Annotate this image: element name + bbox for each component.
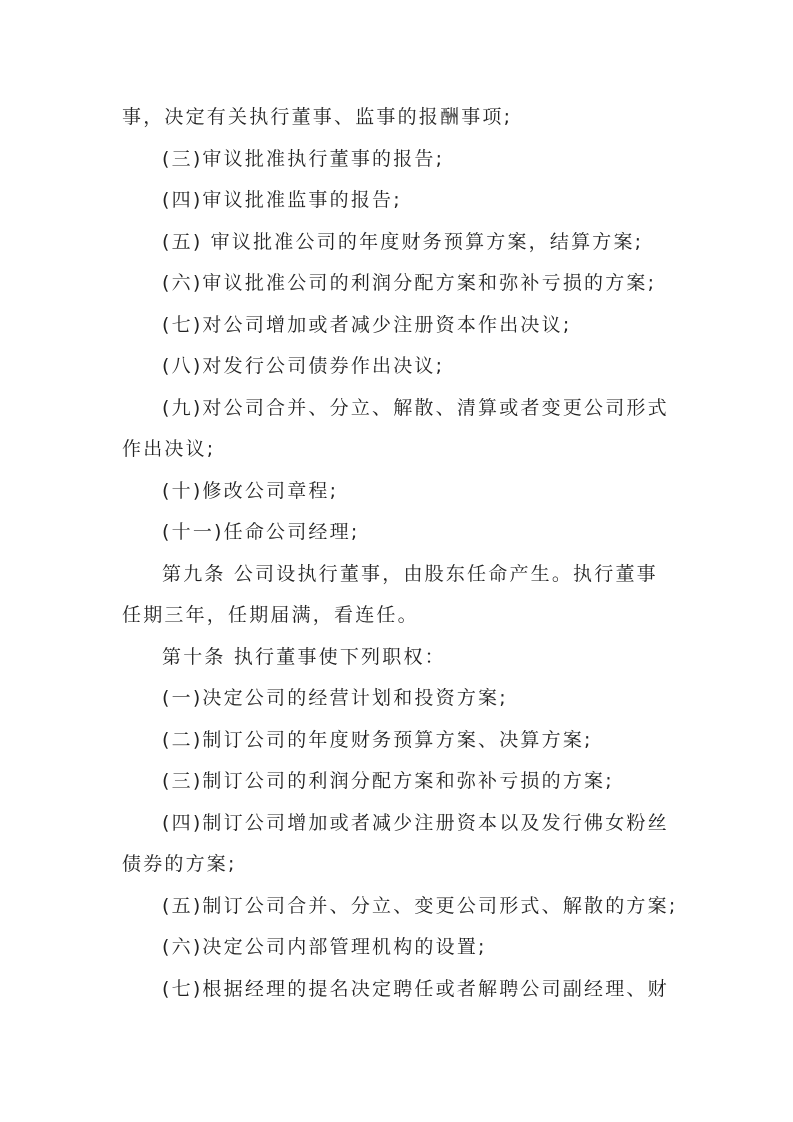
text-line: (四)审议批准监事的报告; [162,189,402,211]
text-line: (十一)任命公司经理; [162,521,360,543]
text-line: (六)审议批准公司的利润分配方案和弥补亏损的方案; [162,272,657,294]
text-line: (三)审议批准执行董事的报告; [162,147,445,170]
article-heading-line: 第十条 执行董事使下列职权： [162,645,446,668]
text-line: (九)对公司合并、分立、解散、清算或者变更公司形式 [162,396,669,419]
text-line: (四)制订公司增加或者减少注册资本以及发行佛女粉丝 [162,811,669,834]
text-line: (三)制订公司的利润分配方案和弥补亏损的方案; [162,770,614,792]
text-line: 任期三年，任期届满，看连任。 [122,604,419,626]
text-line: (七)根据经理的提名决定聘任或者解聘公司副经理、财 [162,977,669,1000]
text-line: 债券的方案; [122,853,237,875]
document-body [122,97,678,1010]
text-line: (五) 审议批准公司的年度财务预算方案，结算方案; [162,230,644,253]
text-line: (一)决定公司的经营计划和投资方案; [162,687,508,709]
text-line: (十)修改公司章程; [162,479,339,502]
text-line: (八)对发行公司债券作出决议; [162,355,445,377]
article-heading-line: 第九条 公司设执行董事，由股东任命产生。执行董事 [162,562,658,585]
text-line: 作出决议; [122,438,216,460]
text-line: (五)制订公司合并、分立、变更公司形式、解散的方案; [162,894,678,917]
text-line: (七)对公司增加或者减少注册资本作出决议; [162,313,572,336]
text-line: (六)决定公司内部管理机构的设置; [162,936,487,958]
text-line: 事，决定有关执行董事、监事的报酬事项; [122,106,513,128]
text-line: (二)制订公司的年度财务预算方案、决算方案; [162,728,593,751]
